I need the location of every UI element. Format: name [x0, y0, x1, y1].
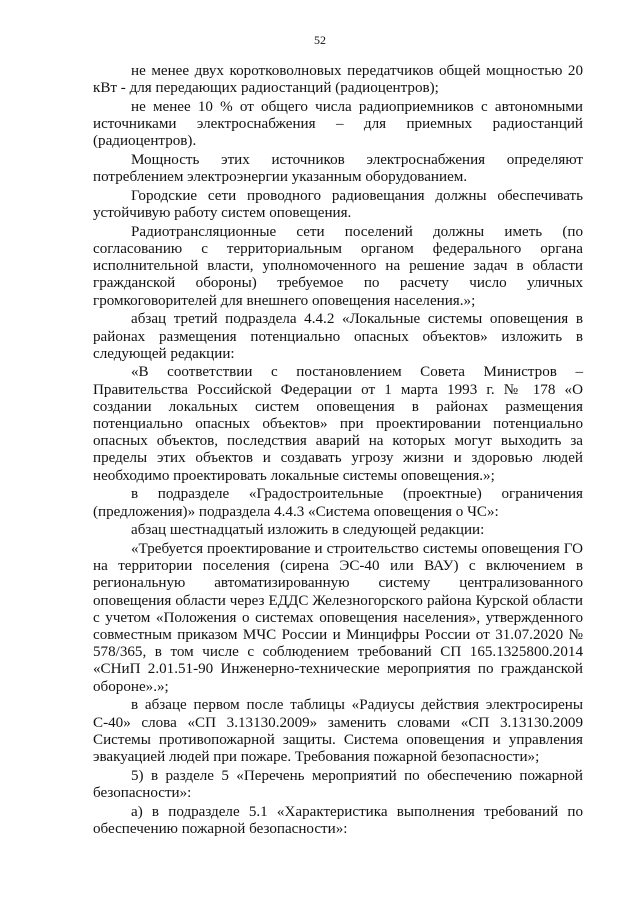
paragraph-transmitters: не менее двух коротковолновых передатчиков общей мощностью 20 кВт - для передающих радиостанций (радиоцентров);	[93, 63, 583, 97]
paragraph-go-warning-quote: «Требуется проектирование и строительство системы оповещения ГО на территории поселения (сирена ЭС-40 или ВАУ) с включением в региональную автоматизированную систему централизованного оповещения области через ЕДДС Железногорского района Курской области с учетом «Положения о системах оповещения населения», утвержденного совместным приказом МЧС России и Минцифры России от 31.07.2020 № 578/365, в том числе с соблюдением требований СП 165.1325800.2014 «СНиП 2.01.51-90 Инженерно-технические мероприятия по гражданской обороне».»;	[93, 540, 583, 695]
paragraph-power-sources: Мощность этих источников электроснабжения определяют потреблением электроэнергии указанным оборудованием.	[93, 152, 583, 186]
page-number: 52	[314, 33, 326, 47]
paragraph-amend-4-4-3: в подразделе «Градостроительные (проектные) ограничения (предложения)» подраздела 4.4.3 «Система оповещения о ЧС»:	[93, 486, 583, 520]
document-body	[93, 63, 583, 839]
paragraph-sixteenth-abzac: абзац шестнадцатый изложить в следующей редакции:	[131, 522, 485, 539]
paragraph-amend-4-4-2: абзац третий подраздела 4.4.2 «Локальные системы оповещения в районах размещения потенциально опасных объектов» изложить в следующей редакции:	[93, 311, 583, 362]
paragraph-radio-networks: Радиотрансляционные сети поселений должны иметь (по согласованию с территориальным органом федерального органа исполнительной власти, уполномоченного на решение задач в области гражданской обороны) требуемое по расчету число уличных громкоговорителей для внешнего оповещения населения.»;	[93, 223, 583, 309]
paragraph-siren-table: в абзаце первом после таблицы «Радиусы действия электросирены С-40» слова «СП 3.13130.2009» заменить словами «СП 3.13130.2009 Системы противопожарной защиты. Система оповещения и управления эвакуацией людей при пожаре. Требования пожарной безопасности»;	[93, 697, 583, 765]
paragraph-section-5: 5) в разделе 5 «Перечень мероприятий по обеспечению пожарной безопасности»:	[93, 767, 583, 801]
paragraph-receivers: не менее 10 % от общего числа радиоприемников с автономными источниками электроснабжения – для приемных радиостанций (радиоцентров).	[93, 98, 583, 150]
paragraph-local-systems-quote: «В соответствии с постановлением Совета Министров – Правительства Российской Федерации от 1 марта 1993 г. № 178 «О создании локальных систем оповещения в районах размещения потенциально опасных объектов» при проектировании потенциально опасных объектов, последствия аварий на которых могут выходить за пределы этих объектов и создавать угрозу жизни и здоровью людей необходимо проектировать локальные системы оповещения.»;	[93, 364, 583, 484]
paragraph-city-networks: Городские сети проводного радиовещания должны обеспечивать устойчивую работу систем оповещения.	[93, 187, 583, 222]
paragraph-subsection-5-1: а) в подразделе 5.1 «Характеристика выполнения требований по обеспечению пожарной безопасности»:	[93, 803, 583, 837]
